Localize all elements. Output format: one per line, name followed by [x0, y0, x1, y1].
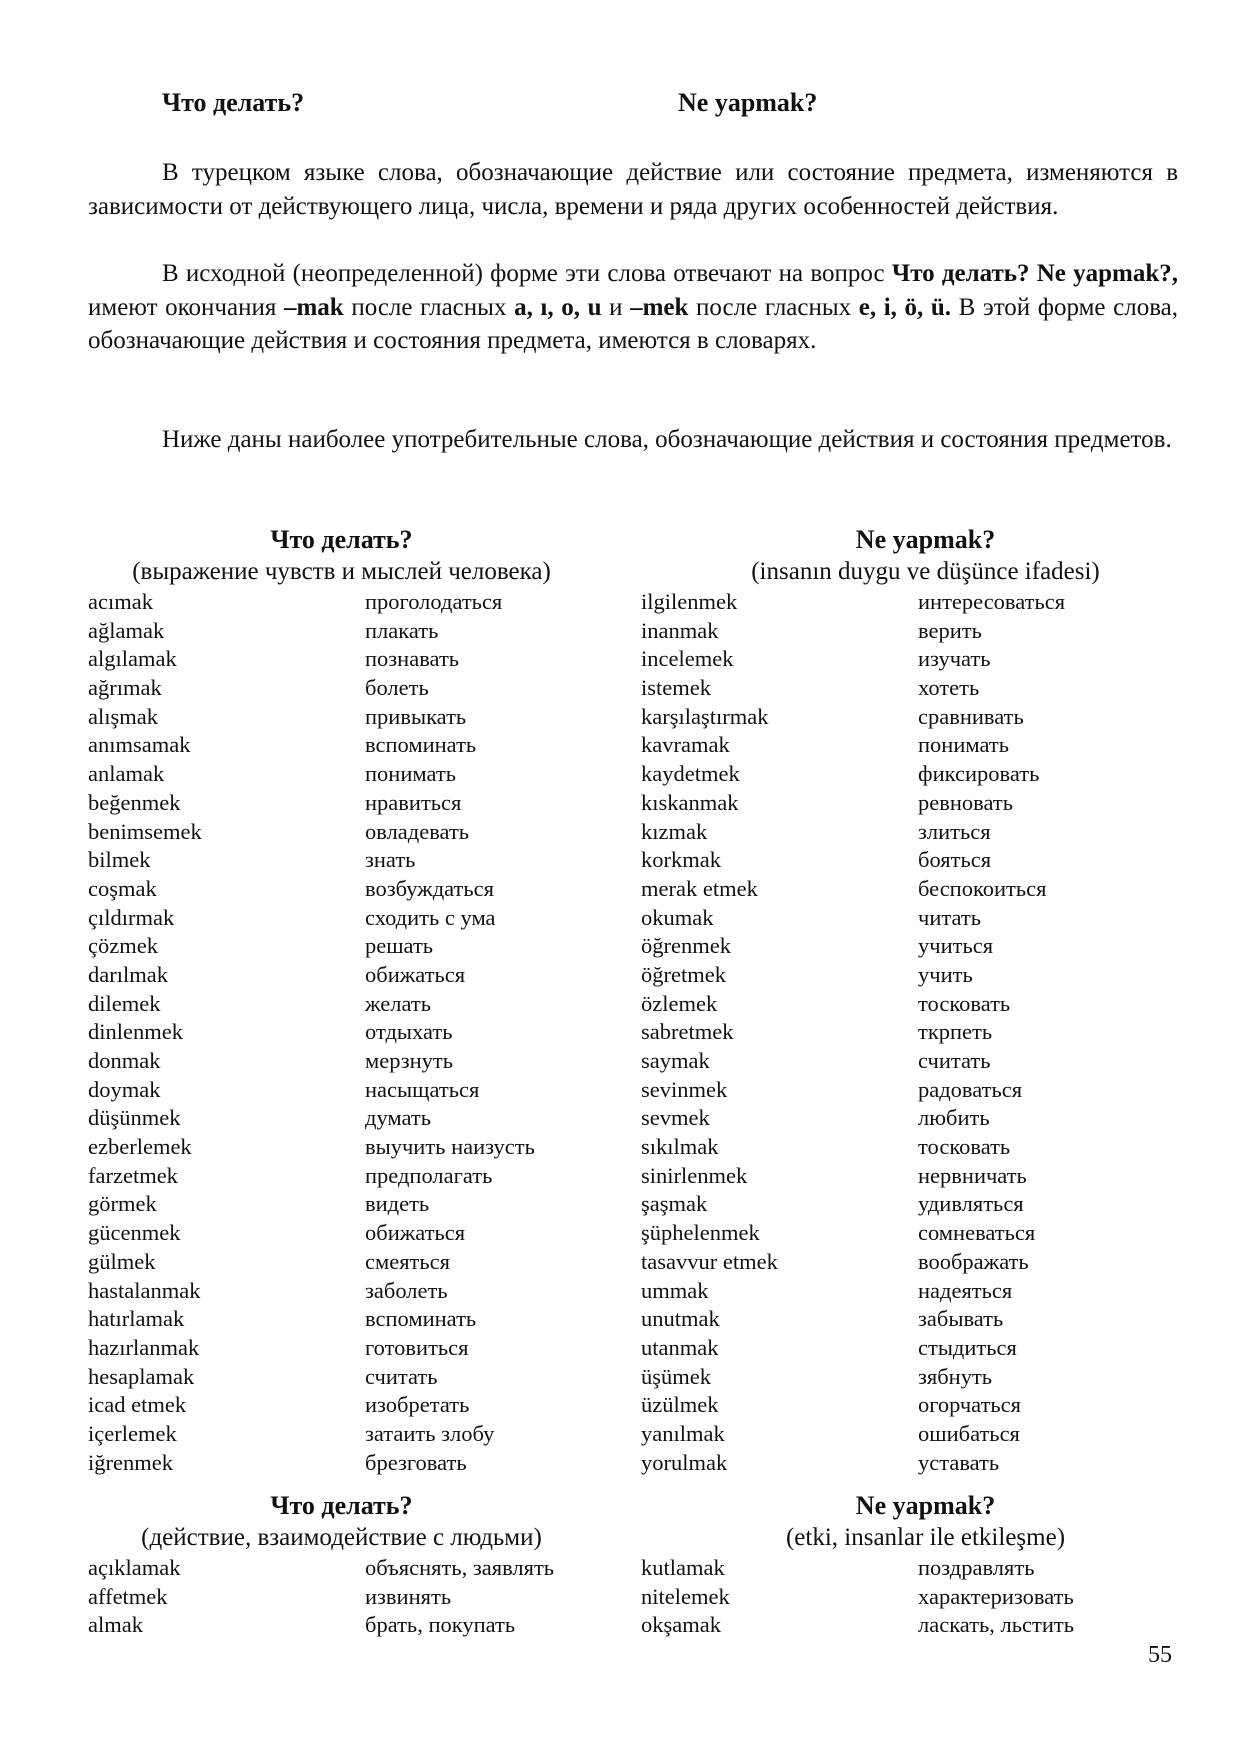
para2-bold-mak: –mak: [283, 293, 344, 321]
para2-bold-front-vowels: e, i, ö, ü.: [858, 293, 952, 321]
page-title-row: [0, 88, 1240, 128]
vocab-row: [88, 1583, 633, 1612]
turkish-word: sevinmek: [641, 1076, 728, 1102]
turkish-word: hastalanmak: [88, 1277, 201, 1303]
russian-translation: объяснять, заявлять: [365, 1555, 555, 1580]
para2-text-5: после гласных: [688, 293, 859, 321]
turkish-word: hazırlanmak: [88, 1334, 200, 1360]
turkish-word: dinlenmek: [88, 1019, 183, 1045]
russian-translation: нервничать: [918, 1162, 1027, 1188]
section-header: [88, 523, 1178, 588]
turkish-word: kavramak: [641, 732, 730, 758]
russian-translation: болеть: [365, 675, 429, 701]
russian-translation: проголодаться: [365, 589, 503, 614]
vocab-row: [88, 1554, 633, 1583]
para2-bold-back-vowels: a, ı, o, u: [514, 293, 602, 321]
vocab-row: [88, 846, 633, 875]
intro-paragraph-3: Ниже даны наиболее употребительные слова, обозначающие действия и состояния предметов.: [162, 426, 1172, 453]
turkish-word: icad etmek: [88, 1392, 187, 1418]
vocab-row: [641, 1420, 1178, 1449]
section-question-russian: Что делать?: [270, 525, 413, 554]
turkish-word: incelemek: [641, 646, 734, 672]
russian-translation: злиться: [918, 818, 991, 844]
vocab-row: [641, 846, 1178, 875]
vocab-row: [88, 1363, 633, 1392]
russian-translation: беспокоиться: [918, 875, 1047, 901]
vocab-row: [88, 731, 633, 760]
russian-translation: интересоваться: [918, 589, 1066, 614]
turkish-word: öğrenmek: [641, 933, 731, 959]
russian-translation: ткрпеть: [918, 1019, 993, 1045]
russian-translation: считать: [365, 1363, 438, 1389]
turkish-word: içerlemek: [88, 1420, 177, 1446]
russian-translation: заболеть: [365, 1277, 448, 1303]
turkish-word: anımsamak: [88, 732, 191, 758]
russian-translation: привыкать: [365, 703, 467, 729]
russian-translation: познавать: [365, 646, 460, 672]
russian-translation: тосковать: [918, 990, 1011, 1016]
turkish-word: alışmak: [88, 703, 158, 729]
turkish-word: algılamak: [88, 646, 177, 672]
turkish-word: hesaplamak: [88, 1363, 195, 1389]
page-title-turkish: Ne yapmak?: [678, 88, 818, 117]
vocab-row: [641, 1076, 1178, 1105]
russian-translation: смеяться: [365, 1248, 450, 1274]
vocab-row: [641, 1583, 1178, 1612]
russian-translation: считать: [918, 1048, 991, 1073]
turkish-word: ilgilenmek: [641, 589, 738, 614]
russian-translation: читать: [918, 904, 981, 930]
russian-translation: изобретать: [365, 1392, 470, 1418]
vocab-row: [641, 1190, 1178, 1219]
russian-translation: сомневаться: [918, 1220, 1036, 1246]
russian-translation: возбуждаться: [365, 875, 494, 901]
intro-paragraph-1: В турецком языке слова, обозначающие действие или состояние предмета, изменяются в зависимости от действующего лица, числа, времени и ряда других особенностей действия.: [88, 159, 1178, 220]
vocab-row: [641, 1305, 1178, 1334]
russian-translation: забывать: [918, 1306, 1004, 1332]
vocab-row: [641, 1391, 1178, 1420]
vocab-row: [641, 1047, 1178, 1076]
russian-translation: овладевать: [365, 818, 470, 844]
vocab-row: [641, 818, 1178, 847]
russian-translation: затаить злобу: [365, 1420, 495, 1446]
vocab-row: [641, 1611, 1178, 1640]
turkish-word: sevmek: [641, 1105, 710, 1131]
turkish-word: üşümek: [641, 1363, 711, 1389]
page-number: 55: [1148, 1642, 1172, 1668]
section-header: [88, 1489, 1178, 1554]
section-subtitle-russian: (выражение чувств и мыслей человека): [132, 558, 551, 585]
russian-translation: тосковать: [918, 1134, 1011, 1160]
turkish-word: sıkılmak: [641, 1134, 719, 1160]
vocab-row: [641, 1104, 1178, 1133]
turkish-word: kızmak: [641, 818, 708, 844]
vocab-row: [88, 1018, 633, 1047]
vocab-row: [641, 789, 1178, 818]
vocab-row: [88, 760, 633, 789]
vocab-row: [88, 1305, 633, 1334]
russian-translation: верить: [918, 617, 982, 643]
vocab-row: [88, 1133, 633, 1162]
vocab-row: [88, 1047, 633, 1076]
turkish-word: yorulmak: [641, 1449, 728, 1475]
vocab-row: [88, 990, 633, 1019]
russian-translation: уставать: [918, 1449, 1000, 1475]
turkish-word: almak: [88, 1612, 143, 1638]
vocab-row: [88, 1277, 633, 1306]
turkish-word: okşamak: [641, 1612, 721, 1638]
russian-translation: удивляться: [918, 1191, 1024, 1217]
section-subtitle-turkish: (insanın duygu ve düşünce ifadesi): [751, 558, 1100, 585]
russian-translation: стыдиться: [918, 1334, 1017, 1360]
russian-translation: огорчаться: [918, 1392, 1022, 1418]
para2-text-4: и: [601, 293, 631, 321]
turkish-word: sabretmek: [641, 1019, 734, 1045]
vocab-row: [641, 731, 1178, 760]
vocab-row: [88, 789, 633, 818]
turkish-word: korkmak: [641, 847, 721, 873]
turkish-word: gülmek: [88, 1248, 156, 1274]
vocab-row: [88, 703, 633, 732]
vocab-row: [88, 818, 633, 847]
vocab-row: [88, 1248, 633, 1277]
russian-translation: плакать: [365, 617, 439, 643]
turkish-word: unutmak: [641, 1306, 720, 1332]
page-title-russian: Что делать?: [162, 88, 305, 117]
turkish-word: dilemek: [88, 990, 161, 1016]
word-list-right: [633, 588, 1178, 1477]
vocab-row: [641, 1334, 1178, 1363]
word-list-right: [633, 1554, 1178, 1640]
vocab-row: [641, 617, 1178, 646]
vocab-row: [641, 1248, 1178, 1277]
russian-translation: думать: [365, 1105, 431, 1131]
vocab-row: [88, 875, 633, 904]
vocab-row: [641, 1133, 1178, 1162]
vocab-row: [641, 674, 1178, 703]
russian-translation: характеризовать: [918, 1583, 1074, 1609]
para2-bold-question: Что делать? Ne yapmak?,: [891, 260, 1179, 287]
turkish-word: ağlamak: [88, 617, 165, 643]
russian-translation: брезговать: [365, 1449, 467, 1475]
vocab-row: [88, 645, 633, 674]
russian-translation: сходить с ума: [365, 904, 496, 930]
russian-translation: насыщаться: [365, 1076, 480, 1102]
vocab-row: [641, 932, 1178, 961]
vocab-row: [88, 1162, 633, 1191]
vocab-row: [641, 961, 1178, 990]
vocab-row: [88, 588, 633, 617]
russian-translation: зябнуть: [918, 1363, 993, 1389]
turkish-word: anlamak: [88, 761, 165, 787]
turkish-word: iğrenmek: [88, 1449, 173, 1475]
vocab-row: [88, 1219, 633, 1248]
turkish-word: gücenmek: [88, 1220, 181, 1246]
russian-translation: радоваться: [918, 1076, 1023, 1102]
russian-translation: вспоминать: [365, 732, 477, 758]
russian-translation: воображать: [918, 1248, 1029, 1274]
russian-translation: учиться: [918, 933, 994, 959]
turkish-word: benimsemek: [88, 818, 202, 844]
russian-translation: нравиться: [365, 789, 462, 815]
section-subtitle-turkish: (etki, insanlar ile etkileşme): [785, 1524, 1066, 1551]
section-question-turkish: Ne yapmak?: [855, 1491, 996, 1520]
section-feelings-thoughts: [88, 523, 1178, 1477]
para2-text-6: В этой форме слова, обозначающие действия и состояния предмета, имеются в словарях.: [88, 293, 1179, 354]
vocab-row: [641, 588, 1178, 617]
turkish-word: saymak: [641, 1048, 710, 1073]
turkish-word: inanmak: [641, 617, 719, 643]
russian-translation: поздравлять: [918, 1555, 1035, 1580]
turkish-word: darılmak: [88, 961, 168, 987]
turkish-word: ummak: [641, 1277, 709, 1303]
vocab-row: [641, 703, 1178, 732]
turkish-word: açıklamak: [88, 1555, 181, 1580]
turkish-word: hatırlamak: [88, 1306, 185, 1332]
turkish-word: sinirlenmek: [641, 1162, 748, 1188]
russian-translation: извинять: [365, 1583, 452, 1609]
russian-translation: изучать: [918, 646, 991, 672]
russian-translation: обижаться: [365, 961, 466, 987]
turkish-word: kutlamak: [641, 1555, 725, 1580]
para2-text-3: после гласных: [343, 293, 515, 321]
turkish-word: çıldırmak: [88, 904, 175, 930]
russian-translation: обижаться: [365, 1220, 466, 1246]
vocab-row: [88, 1104, 633, 1133]
russian-translation: учить: [918, 961, 973, 987]
vocab-row: [88, 1334, 633, 1363]
vocab-row: [88, 1420, 633, 1449]
section-actions-interaction: [88, 1489, 1178, 1640]
russian-translation: готовиться: [365, 1334, 469, 1360]
turkish-word: şaşmak: [641, 1191, 708, 1217]
russian-translation: предполагать: [365, 1162, 493, 1188]
russian-translation: сравнивать: [918, 703, 1024, 729]
russian-translation: выучить наизусть: [365, 1134, 535, 1160]
russian-translation: желать: [365, 990, 431, 1016]
vocab-row: [88, 1449, 633, 1478]
turkish-word: okumak: [641, 904, 714, 930]
turkish-word: utanmak: [641, 1334, 719, 1360]
russian-translation: вспоминать: [365, 1306, 477, 1332]
russian-translation: решать: [365, 933, 434, 959]
vocab-row: [88, 904, 633, 933]
turkish-word: doymak: [88, 1076, 161, 1102]
turkish-word: merak etmek: [641, 875, 758, 901]
vocab-row: [641, 1162, 1178, 1191]
russian-translation: хотеть: [918, 675, 980, 701]
turkish-word: nitelemek: [641, 1583, 730, 1609]
russian-translation: надеяться: [918, 1277, 1013, 1303]
turkish-word: şüphelenmek: [641, 1220, 760, 1246]
turkish-word: ezberlemek: [88, 1134, 192, 1160]
vocab-row: [641, 1449, 1178, 1478]
section-question-russian: Что делать?: [270, 1491, 413, 1520]
para2-text-2: имеют окончания: [88, 293, 284, 321]
russian-translation: ревновать: [918, 789, 1013, 815]
turkish-word: karşılaştırmak: [641, 703, 769, 729]
russian-translation: ласкать, льстить: [918, 1612, 1074, 1638]
turkish-word: düşünmek: [88, 1105, 181, 1131]
turkish-word: kaydetmek: [641, 761, 740, 787]
turkish-word: özlemek: [641, 990, 718, 1016]
russian-translation: ошибаться: [918, 1420, 1020, 1446]
turkish-word: yanılmak: [641, 1420, 725, 1446]
section-subtitle-russian: (действие, взаимодействие с людьми): [141, 1524, 542, 1551]
russian-translation: брать, покупать: [365, 1612, 516, 1638]
turkish-word: acımak: [88, 589, 153, 614]
vocab-row: [88, 1076, 633, 1105]
section-question-turkish: Ne yapmak?: [855, 525, 996, 554]
vocab-row: [641, 1554, 1178, 1583]
intro-paragraph-2: [88, 257, 1178, 358]
russian-translation: фиксировать: [918, 761, 1040, 787]
vocab-row: [641, 990, 1178, 1019]
vocab-row: [88, 932, 633, 961]
vocab-row: [641, 1363, 1178, 1392]
vocab-row: [88, 1190, 633, 1219]
russian-translation: любить: [918, 1105, 990, 1131]
turkish-word: çözmek: [88, 933, 158, 959]
vocab-row: [88, 1391, 633, 1420]
turkish-word: öğretmek: [641, 961, 726, 987]
word-list-left: [88, 1554, 633, 1640]
turkish-word: tasavvur etmek: [641, 1248, 778, 1274]
vocab-row: [88, 617, 633, 646]
turkish-word: beğenmek: [88, 789, 181, 815]
vocab-row: [88, 674, 633, 703]
turkish-word: görmek: [88, 1191, 157, 1217]
russian-translation: отдыхать: [365, 1019, 453, 1045]
vocab-row: [88, 1611, 633, 1640]
russian-translation: мерзнуть: [365, 1048, 454, 1073]
vocab-row: [641, 760, 1178, 789]
para2-bold-mek: –mek: [630, 293, 689, 321]
turkish-word: ağrımak: [88, 675, 162, 701]
vocab-row: [641, 1277, 1178, 1306]
russian-translation: понимать: [918, 732, 1009, 758]
russian-translation: знать: [365, 847, 416, 873]
vocab-row: [641, 1219, 1178, 1248]
vocab-row: [641, 875, 1178, 904]
turkish-word: donmak: [88, 1048, 161, 1073]
turkish-word: bilmek: [88, 847, 151, 873]
vocab-row: [641, 1018, 1178, 1047]
russian-translation: понимать: [365, 761, 456, 787]
turkish-word: coşmak: [88, 875, 157, 901]
russian-translation: бояться: [918, 847, 992, 873]
turkish-word: istemek: [641, 675, 711, 701]
vocab-row: [641, 645, 1178, 674]
para2-text-1: В исходной (неопределенной) форме эти слова отвечают на вопрос: [162, 260, 892, 287]
turkish-word: kıskanmak: [641, 789, 739, 815]
turkish-word: farzetmek: [88, 1162, 178, 1188]
vocab-row: [641, 904, 1178, 933]
turkish-word: affetmek: [88, 1583, 168, 1609]
turkish-word: üzülmek: [641, 1392, 719, 1418]
vocab-row: [88, 961, 633, 990]
word-list-left: [88, 588, 633, 1477]
russian-translation: видеть: [365, 1191, 430, 1217]
